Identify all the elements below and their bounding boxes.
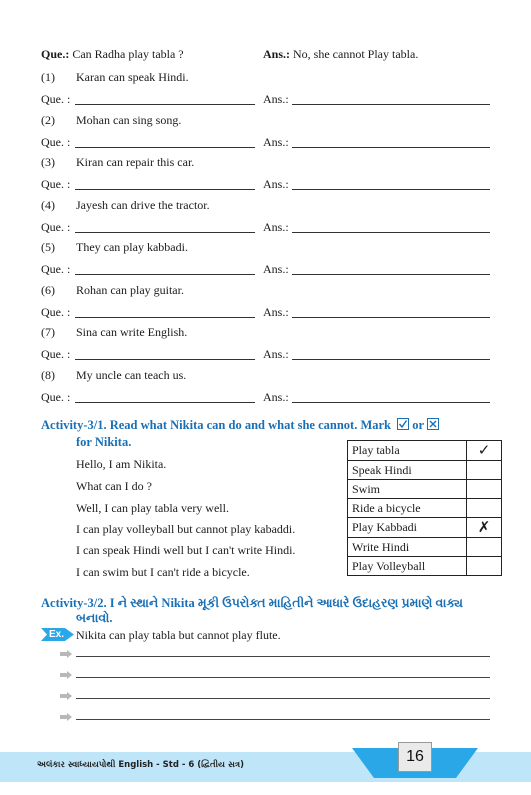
question-answer-field[interactable]: [75, 189, 255, 190]
item-sentence: Mohan can sing song.: [76, 112, 182, 127]
activity-1-heading-text: Activity-3/1. Read what Nikita can do and what she cannot. Mark: [41, 418, 392, 432]
answer-field[interactable]: [292, 359, 490, 360]
item-sentence: They can play kabbadi.: [76, 240, 188, 254]
question-answer-field[interactable]: [75, 317, 255, 318]
ans-label: Ans.:: [263, 262, 289, 276]
ability-mark[interactable]: [467, 480, 502, 499]
activity-2-example: Nikita can play tabla but cannot play flute.: [76, 628, 281, 642]
writing-line[interactable]: [76, 698, 490, 699]
ability-row: [348, 557, 502, 576]
ability-mark[interactable]: [467, 499, 502, 518]
answer-field[interactable]: [292, 232, 490, 233]
item-number: (8): [41, 367, 55, 382]
que-label: Que. :: [41, 347, 71, 361]
activity-1-or: or: [412, 418, 424, 432]
ability-name: Swim: [348, 480, 467, 499]
item-sentence: Jayesh can drive the tractor.: [76, 197, 210, 212]
activity-1-heading: [41, 417, 439, 433]
item-sentence: Sina can write English.: [76, 325, 188, 339]
ability-row: [348, 538, 502, 557]
nikita-line: Well, I can play tabla very well.: [76, 501, 229, 515]
ability-row: [348, 499, 502, 518]
ability-row: [348, 480, 502, 499]
item-number: (3): [41, 155, 55, 169]
ans-label: Ans.:: [263, 389, 289, 404]
item-number: (2): [41, 112, 55, 127]
que-label: Que.:: [41, 47, 70, 61]
example-badge-label: Ex.: [49, 629, 65, 640]
arrow-bullet-icon: [60, 692, 72, 700]
arrow-bullet-icon: [60, 713, 72, 721]
nikita-line: Hello, I am Nikita.: [76, 457, 167, 471]
que-label: Que. :: [41, 134, 71, 149]
question-answer-field[interactable]: [75, 104, 255, 105]
nikita-line: I can speak Hindi well but I can't write Hindi.: [76, 543, 296, 557]
answer-field[interactable]: [292, 104, 490, 105]
activity-2-heading-line2: બનાવો.: [76, 611, 113, 625]
writing-line[interactable]: [76, 677, 490, 678]
ability-mark[interactable]: ✓: [467, 441, 502, 461]
example-question-text: Can Radha play tabla ?: [72, 47, 184, 61]
activity-1-heading-line2: for Nikita.: [76, 435, 132, 449]
ans-label: Ans.:: [263, 92, 289, 106]
item-number: (6): [41, 282, 55, 297]
item-sentence: Kiran can repair this car.: [76, 155, 195, 169]
example-answer: [263, 46, 418, 62]
que-label: Que. :: [41, 389, 71, 404]
ans-label: Ans.:: [263, 47, 291, 61]
ability-name: Speak Hindi: [348, 461, 467, 480]
ans-label: Ans.:: [263, 304, 289, 319]
ans-label: Ans.:: [263, 347, 289, 361]
item-number: (1): [41, 70, 55, 84]
item-number: (7): [41, 325, 55, 339]
ability-row: [348, 441, 502, 461]
nikita-line: I can play volleyball but cannot play kabaddi.: [76, 522, 296, 536]
ans-label: Ans.:: [263, 134, 289, 149]
answer-field[interactable]: [292, 147, 490, 148]
ability-table: [347, 440, 502, 576]
ability-mark[interactable]: ✗: [467, 518, 502, 538]
que-label: Que. :: [41, 219, 71, 234]
page-number: 16: [398, 742, 432, 772]
question-answer-field[interactable]: [75, 359, 255, 360]
ability-name: Write Hindi: [348, 538, 467, 557]
activity-2-heading: Activity-3/2. I ને સ્થાને Nikita મૂકી ઉપરોક્ત માહિતીને આધારે ઉદાહરણ પ્રમાણે વાક્ય: [41, 596, 463, 610]
nikita-line: I can swim but I can't ride a bicycle.: [76, 565, 250, 579]
footer-title: અલંકાર સ્વાધ્યાયપોથી English - Std - 6 (દ્વિતીય સત્ર): [37, 760, 244, 770]
item-number: (5): [41, 240, 55, 254]
question-answer-field[interactable]: [75, 274, 255, 275]
ability-mark[interactable]: [467, 557, 502, 576]
que-label: Que. :: [41, 304, 71, 319]
arrow-bullet-icon: [60, 671, 72, 679]
question-answer-field[interactable]: [75, 147, 255, 148]
example-answer-text: No, she cannot Play tabla.: [293, 47, 419, 61]
question-answer-field[interactable]: [75, 402, 255, 403]
writing-line[interactable]: [76, 656, 490, 657]
ability-row: [348, 518, 502, 538]
ability-name: Play tabla: [348, 441, 467, 461]
item-number: (4): [41, 197, 55, 212]
ability-mark[interactable]: [467, 538, 502, 557]
ans-label: Ans.:: [263, 219, 289, 234]
que-label: Que. :: [41, 92, 71, 106]
item-sentence: Karan can speak Hindi.: [76, 70, 189, 84]
ans-label: Ans.:: [263, 177, 289, 191]
ability-row: [348, 461, 502, 480]
arrow-bullet-icon: [60, 650, 72, 658]
ability-name: Play Kabbadi: [348, 518, 467, 538]
writing-line[interactable]: [76, 719, 490, 720]
ability-mark[interactable]: [467, 461, 502, 480]
nikita-line: What can I do ?: [76, 479, 152, 493]
answer-field[interactable]: [292, 402, 490, 403]
checkbox-cross-icon: [427, 418, 439, 430]
example-badge: [41, 628, 75, 641]
example-question: [41, 46, 184, 62]
que-label: Que. :: [41, 262, 71, 276]
que-label: Que. :: [41, 177, 71, 191]
question-answer-field[interactable]: [75, 232, 255, 233]
answer-field[interactable]: [292, 317, 490, 318]
ability-name: Play Volleyball: [348, 557, 467, 576]
item-sentence: My uncle can teach us.: [76, 367, 187, 382]
checkbox-tick-icon: [397, 418, 409, 430]
item-sentence: Rohan can play guitar.: [76, 282, 184, 297]
ability-name: Ride a bicycle: [348, 499, 467, 518]
answer-field[interactable]: [292, 274, 490, 275]
answer-field[interactable]: [292, 189, 490, 190]
